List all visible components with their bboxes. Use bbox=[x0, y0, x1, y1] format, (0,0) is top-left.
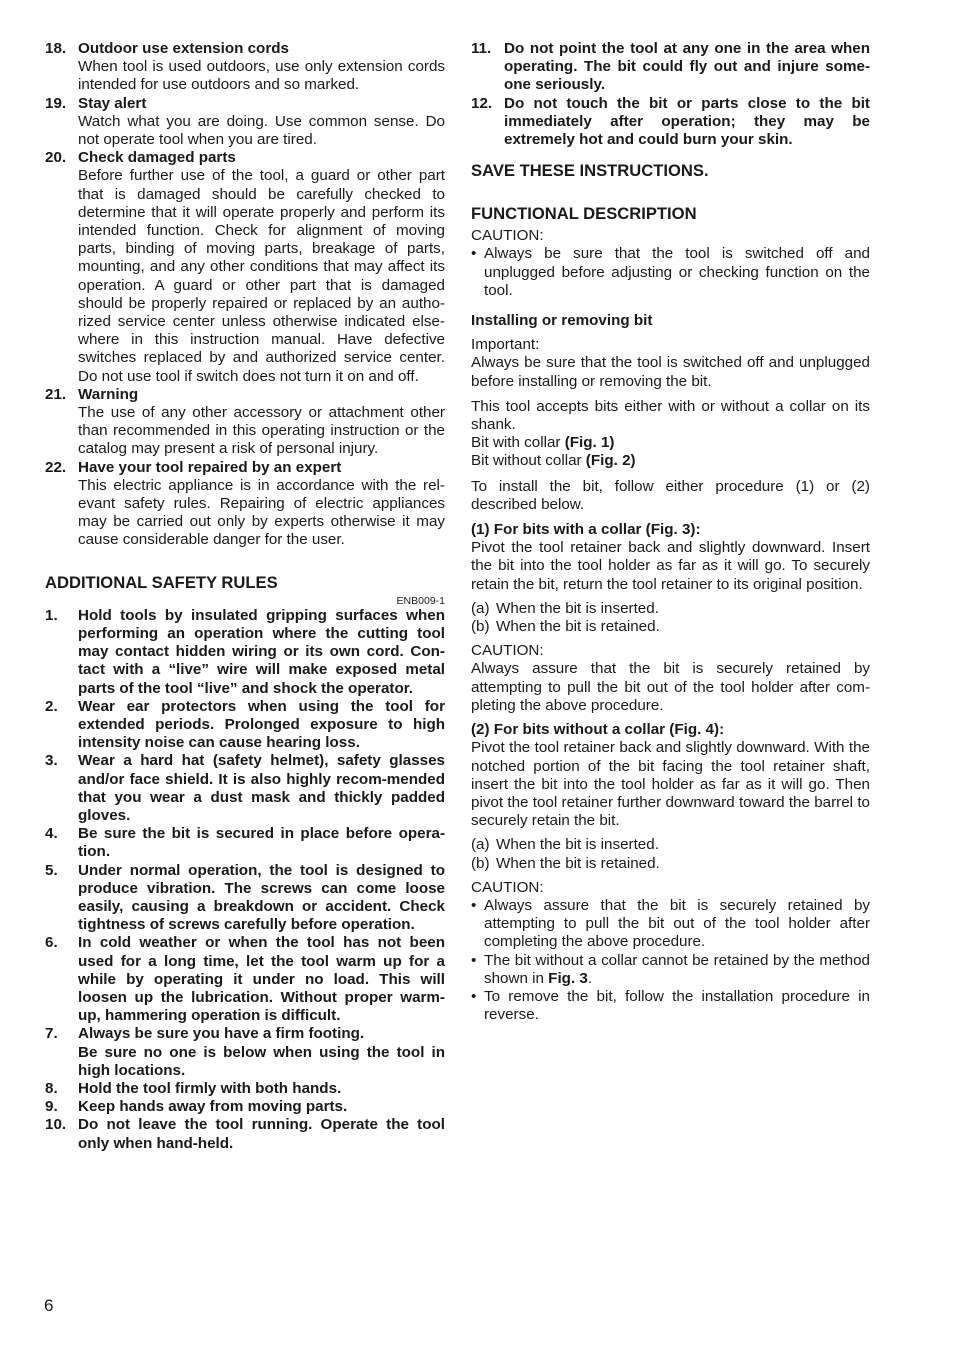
item-number: 2. bbox=[45, 697, 58, 715]
sub-item bbox=[471, 855, 870, 873]
paragraph: Always assure that the bit is securely retained by attempting to pull the bit out of the tool holder after com-pleting the above procedure. bbox=[471, 660, 870, 714]
page-number: 6 bbox=[44, 1296, 54, 1315]
item-title: Have your tool repaired by an expert bbox=[78, 458, 342, 476]
list-item bbox=[45, 1080, 445, 1098]
item-text: Hold the tool firmly with both hands. bbox=[78, 1079, 342, 1097]
right-column bbox=[471, 40, 870, 1024]
sub-key: (b) bbox=[471, 854, 490, 872]
list-item bbox=[45, 934, 445, 1025]
item-text: Keep hands away from moving parts. bbox=[78, 1098, 348, 1116]
item-text: Be sure the bit is secured in place before opera-tion. bbox=[78, 825, 445, 861]
bullet-item bbox=[471, 952, 870, 988]
sub-key: (a) bbox=[471, 599, 490, 617]
list-item bbox=[45, 1025, 445, 1080]
item-text: Wear a hard hat (safety helmet), safety glasses and/or face shield. It is also highly recom-mended that you wear a dust mask and thickly padded gloves. bbox=[78, 752, 445, 824]
item-text: Do not touch the bit or parts close to the bit immediately after operation; they may be extremely hot and could burn your skin. bbox=[504, 94, 870, 149]
item-number: 7. bbox=[45, 1025, 58, 1043]
sub-text: When the bit is inserted. bbox=[496, 836, 659, 854]
item-number: 10. bbox=[45, 1116, 67, 1134]
bullet-item bbox=[471, 988, 870, 1024]
list-item bbox=[45, 862, 445, 935]
list-item bbox=[471, 95, 870, 150]
sub-text: When the bit is inserted. bbox=[496, 599, 659, 617]
paragraph: Pivot the tool retainer back and slightly downward. Insert the bit into the tool holder as far as it will go. To securely retain the bit, return the tool retainer to its original position. bbox=[471, 539, 870, 593]
fig-reference-text: Bit without collar bbox=[471, 452, 586, 470]
sub-item bbox=[471, 618, 870, 636]
item-text: Hold tools by insulated gripping surfaces when performing an operation where the cutting tool may contact hidden wiring or its own cord. Con-tact with a “live” wire will make exposed metal parts of the tool “live” and shock the operator. bbox=[78, 606, 445, 697]
caution-label: CAUTION: bbox=[471, 642, 544, 660]
bullet-text-part: . bbox=[587, 969, 593, 987]
list-item bbox=[45, 40, 445, 95]
bullet-text: To remove the bit, follow the installation procedure in reverse. bbox=[484, 987, 870, 1024]
item-number: 5. bbox=[45, 861, 58, 879]
sub-text: When the bit is retained. bbox=[496, 618, 660, 636]
fig-reference-line bbox=[471, 434, 870, 452]
item-number: 19. bbox=[45, 94, 67, 112]
bullet-item bbox=[471, 897, 870, 952]
item-text: Before further use of the tool, a guard or other part that is damaged should be carefully checked to determine that it will operate properly and perform its intended function. Check for alignment of moving parts, binding of moving parts, breakage of parts, mounting, and any other conditions that may affect its operation. A guard or other part that is damaged should be properly repaired or replaced by an autho-rized service center unless otherwise indicated else-where in this instruction manual. Have defective switches replaced by and authorized service center. Do not use tool if switch does not turn it on and off. bbox=[78, 167, 445, 385]
caution-label: CAUTION: bbox=[471, 878, 544, 896]
item-text: Under normal operation, the tool is designed to produce vibration. The screws can come loose easily, causing a breakdown or accident. Check tightness of screws carefully before operation. bbox=[78, 861, 445, 934]
item-number: 4. bbox=[45, 825, 58, 843]
item-number: 3. bbox=[45, 752, 58, 770]
paragraph: Pivot the tool retainer back and slightly downward. With the notched portion of the bit facing the tool retainer shaft, insert the bit into the tool holder as far as it will go. Then pivot the tool retainer further downward toward the barrel to securely retain the bit. bbox=[471, 739, 870, 830]
list-item bbox=[45, 607, 445, 698]
item-number: 12. bbox=[471, 94, 493, 112]
sub-item bbox=[471, 836, 870, 854]
procedure-heading: (2) For bits without a collar (Fig. 4): bbox=[471, 721, 725, 739]
list-item bbox=[45, 825, 445, 861]
bullet-icon: • bbox=[471, 987, 477, 1005]
subsection-heading: Installing or removing bit bbox=[471, 312, 653, 330]
caution-label: CAUTION: bbox=[471, 227, 544, 245]
bullet-text: Always assure that the bit is securely retained by attempting to pull the bit out of the tool holder after completing the above procedure. bbox=[484, 896, 870, 951]
item-text: Do not point the tool at any one in the area when operating. The bit could fly out and injure some-one seriously. bbox=[504, 40, 870, 94]
item-number: 1. bbox=[45, 606, 58, 624]
bullet-icon: • bbox=[471, 245, 477, 263]
item-number: 22. bbox=[45, 458, 67, 476]
item-number: 11. bbox=[471, 40, 492, 57]
sub-key: (b) bbox=[471, 618, 490, 636]
list-item bbox=[45, 386, 445, 459]
sub-key: (a) bbox=[471, 836, 490, 854]
item-text: In cold weather or when the tool has not been used for a long time, let the tool warm up for a while by operating it under no load. This will loosen up the lubrication. Without proper warm-up, hammering operation is difficult. bbox=[78, 934, 445, 1025]
bullet-item bbox=[471, 245, 870, 300]
fig-reference: Fig. 3 bbox=[548, 969, 588, 987]
list-item bbox=[45, 698, 445, 753]
item-text: Always be sure you have a firm footing. bbox=[78, 1025, 365, 1043]
procedure-heading: (1) For bits with a collar (Fig. 3): bbox=[471, 521, 701, 539]
item-number: 18. bbox=[45, 40, 67, 57]
section-heading: FUNCTIONAL DESCRIPTION bbox=[471, 204, 697, 224]
list-item bbox=[45, 95, 445, 150]
item-title: Outdoor use extension cords bbox=[78, 40, 289, 57]
bullet-text-part: The bit without a collar cannot be retained by the method shown in bbox=[484, 951, 870, 987]
fig-reference-text: Bit with collar bbox=[471, 434, 565, 452]
item-number: 21. bbox=[45, 385, 67, 403]
sub-text: When the bit is retained. bbox=[496, 854, 660, 872]
fig-reference-line bbox=[471, 452, 870, 470]
left-column bbox=[45, 40, 445, 1153]
item-number: 20. bbox=[45, 149, 67, 167]
list-item bbox=[45, 1116, 445, 1152]
item-text: Be sure no one is below when using the tool in high locations. bbox=[78, 1043, 445, 1079]
paragraph: Always be sure that the tool is switched off and unplugged before installing or removing the bit. bbox=[471, 354, 870, 390]
item-number: 6. bbox=[45, 934, 58, 952]
paragraph: This tool accepts bits either with or without a collar on its shank. bbox=[471, 397, 870, 434]
bullet-text bbox=[484, 952, 870, 988]
list-item bbox=[45, 149, 445, 386]
list-item bbox=[45, 752, 445, 825]
item-text: When tool is used outdoors, use only extension cords intended for use outdoors and so marked. bbox=[78, 58, 445, 94]
document-code: ENB009-1 bbox=[396, 594, 445, 607]
bullet-icon: • bbox=[471, 896, 477, 914]
section-heading: ADDITIONAL SAFETY RULES bbox=[45, 572, 278, 592]
list-item bbox=[45, 1098, 445, 1116]
list-item bbox=[471, 40, 870, 95]
bullet-icon: • bbox=[471, 951, 477, 969]
item-title: Warning bbox=[78, 385, 139, 403]
item-number: 9. bbox=[45, 1098, 58, 1116]
item-title: Check damaged parts bbox=[78, 149, 236, 167]
item-title: Stay alert bbox=[78, 94, 147, 112]
item-text: Do not leave the tool running. Operate the tool only when hand-held. bbox=[78, 1116, 445, 1152]
list-item bbox=[45, 459, 445, 550]
item-text: Wear ear protectors when using the tool for extended periods. Prolonged exposure to high intensity noise can cause hearing loss. bbox=[78, 697, 445, 752]
paragraph: To install the bit, follow either procedure (1) or (2) described below. bbox=[471, 477, 870, 513]
save-instructions-heading: SAVE THESE INSTRUCTIONS. bbox=[471, 161, 709, 181]
bullet-text: Always be sure that the tool is switched off and unplugged before adjusting or checking function on the tool. bbox=[484, 245, 870, 299]
item-text: The use of any other accessory or attachment other than recommended in this operating instruction or the catalog may present a risk of personal injury. bbox=[78, 404, 445, 458]
item-text: This electric appliance is in accordance with the rel-evant safety rules. Repairing of electric appliances may be carried out only by experts otherwise it may cause considerable danger for the user. bbox=[78, 476, 445, 549]
item-number: 8. bbox=[45, 1079, 58, 1097]
important-label: Important: bbox=[471, 336, 540, 354]
fig-reference: (Fig. 2) bbox=[585, 452, 636, 470]
sub-item bbox=[471, 600, 870, 618]
fig-reference: (Fig. 1) bbox=[564, 434, 615, 452]
item-text: Watch what you are doing. Use common sense. Do not operate tool when you are tired. bbox=[78, 112, 445, 149]
